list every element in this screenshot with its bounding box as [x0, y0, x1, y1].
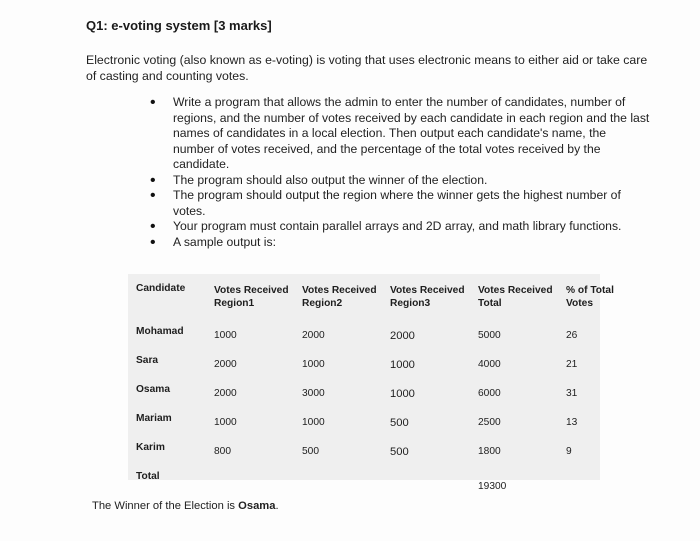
cell-percent: 9	[566, 446, 572, 457]
cell-candidate: Sara	[136, 355, 159, 366]
header-region3: Votes Received Region3	[390, 285, 465, 309]
table-row	[128, 384, 638, 413]
cell-region1: 2000	[214, 359, 237, 370]
requirement-item: • A sample output is:	[150, 235, 650, 251]
cell-candidate: Mariam	[136, 413, 172, 424]
cell-candidate: Osama	[136, 384, 170, 395]
cell-region2: 1000	[302, 359, 325, 370]
cell-region1: 2000	[214, 388, 237, 399]
cell-total: 4000	[478, 359, 501, 370]
cell-region2: 3000	[302, 388, 325, 399]
sample-output-table	[128, 274, 614, 492]
cell-grand-total: 19300	[478, 481, 507, 492]
requirement-item: • The program should output the region where the winner gets the highest number of votes.	[150, 188, 650, 219]
question-title: Q1: e-voting system [3 marks]	[86, 18, 272, 33]
cell-candidate: Mohamad	[136, 326, 184, 337]
requirements-list	[150, 95, 650, 250]
cell-region3: 1000	[390, 388, 415, 400]
cell-region1: 1000	[214, 330, 237, 341]
cell-region1: 800	[214, 446, 231, 457]
header-total: Votes Received Total	[478, 285, 553, 309]
table-row	[128, 413, 638, 442]
winner-suffix: .	[275, 500, 279, 512]
cell-total: 6000	[478, 388, 501, 399]
header-candidate: Candidate	[136, 283, 186, 294]
cell-total-label: Total	[136, 471, 160, 482]
cell-region3: 500	[390, 446, 409, 458]
cell-percent	[556, 471, 638, 506]
cell-total: 2500	[478, 417, 501, 428]
cell-region2	[294, 471, 382, 506]
cell-region2: 2000	[302, 330, 325, 341]
cell-total: 1800	[478, 446, 501, 457]
winner-name: Osama	[238, 500, 276, 512]
cell-region3: 1000	[390, 359, 415, 371]
table-row	[128, 442, 638, 471]
cell-region3: 500	[390, 417, 409, 429]
table-row	[128, 326, 638, 355]
winner-prefix: The Winner of the Election is	[92, 500, 239, 512]
table-row	[128, 355, 638, 384]
cell-candidate: Karim	[136, 442, 165, 453]
cell-region3: 2000	[390, 330, 415, 342]
cell-region2: 1000	[302, 417, 325, 428]
cell-percent: 21	[566, 359, 578, 370]
table-header-row	[128, 274, 638, 326]
winner-line	[92, 500, 279, 512]
cell-region1: 1000	[214, 417, 237, 428]
cell-percent: 31	[566, 388, 578, 399]
cell-region3	[382, 471, 470, 506]
cell-total: 5000	[478, 330, 501, 341]
cell-region2: 500	[302, 446, 319, 457]
results-table	[128, 274, 638, 506]
cell-percent: 26	[566, 330, 578, 341]
intro-paragraph: Electronic voting (also known as e-voting) is voting that uses electronic means to either aid or take care of casting and counting votes.	[86, 53, 648, 83]
header-region2: Votes Received Region2	[302, 285, 377, 309]
header-region1: Votes Received Region1	[214, 285, 289, 309]
header-percent: % of Total Votes	[566, 285, 614, 309]
cell-percent: 13	[566, 417, 578, 428]
requirement-item: • Your program must contain parallel arrays and 2D array, and math library functions.	[150, 219, 650, 235]
requirement-item: • Write a program that allows the admin to enter the number of candidates, number of regions, and the number of votes received by each candidate in each region and the last names of candidates in a local election. Then output each candidate's name, the number of votes received, and the percentage of the total votes received by the candidate.	[150, 95, 650, 173]
requirement-item: • The program should also output the winner of the election.	[150, 173, 650, 189]
